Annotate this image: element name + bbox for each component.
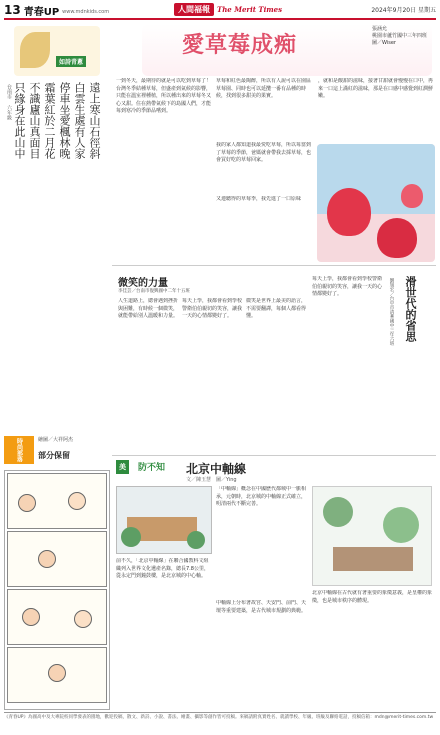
- poem-line: 不識廬山真面目: [28, 82, 41, 159]
- comic-strip: [4, 470, 110, 710]
- building-icon: [333, 547, 413, 571]
- poem-line: 霜葉紅於二月花: [43, 82, 56, 159]
- strawberry-illustration: [317, 144, 435, 262]
- tree-icon: [383, 507, 419, 543]
- feature-title: 北京中軸線: [186, 462, 247, 476]
- article-paragraph: 微笑是世界上最美的語言，不需要翻譯，每個人都看得懂。: [246, 298, 306, 319]
- poem-line: 停車坐愛楓林晚: [58, 82, 71, 159]
- article-title: 微笑的力量: [118, 278, 168, 289]
- comic-title: 部分保留: [38, 451, 70, 460]
- article-paragraph: 每天上學，我都會看到學校警衛伯伯親切的笑容，讓我一天的心情都變好了。: [312, 276, 383, 297]
- feature-paragraph: 我的家人都知道我最愛吃草莓，所以每當到了草莓的季節，爸媽就會帶我去採草莓，也會買好吃的草莓回家。: [216, 142, 312, 163]
- section-title: 青春UP: [23, 6, 60, 18]
- feature-paragraph: 草莓和紅色最陶醉，所以有人說可以在園區草莓園、同時也可以延攬一番有品種的時候，找到很多甜美的果實。: [216, 78, 312, 99]
- illustration-painting: [116, 486, 212, 554]
- character-face-icon: [22, 608, 40, 626]
- masthead-logo: [174, 2, 282, 16]
- poem-text: [12, 82, 102, 412]
- column-tag: 美: [116, 460, 129, 474]
- feature-paragraph: 又連聽得的草莓季，我先進了一口原味: [216, 196, 302, 202]
- feature-article: [112, 22, 436, 262]
- logo-chinese: 人間福報: [174, 3, 214, 16]
- tree-icon: [121, 527, 141, 547]
- page-header: [4, 2, 436, 18]
- illustration-sketch: [312, 486, 432, 586]
- poem-badge: 如詩青蔥: [56, 56, 86, 67]
- feature-credit: 文／陳玉慧 圖／Ying: [186, 477, 237, 483]
- site-url[interactable]: www.mdnkids.com: [62, 8, 110, 15]
- feature-title-box: [182, 28, 297, 59]
- tree-icon: [187, 531, 205, 549]
- feature-paragraph: 一到冬天，最期待的就是可以吃到草莓了！台灣冬季結種草莓，但盛產到氣候的影響，只能在溫室裡種植，所以種出來的草莓冬又心又甜。住在熱帶氣候下的島國人們，才能每到寒冷的季節品嚐到。: [116, 78, 212, 114]
- poem-column: [4, 22, 110, 432]
- article-paragraph: 每天上學，我都會看到學校警衛伯伯親切的笑容，讓我一天的心情都變好了。: [182, 298, 242, 319]
- leaf-icon: [20, 32, 50, 68]
- feature-paragraph: 中軸線上分布著故宮、天安門、前門、天壇等重要建築，是古代城市規劃的典範。: [216, 600, 307, 614]
- article-author: 李佳芸／台南市復興國中二年十五班: [118, 289, 190, 294]
- bottom-feature: [112, 455, 436, 710]
- header-rule: [4, 18, 436, 20]
- page-number: 13: [4, 3, 21, 17]
- column-name: 防不知: [138, 463, 166, 473]
- feature-paragraph: 「中軸線」概念在中國歷代都城中一脈相承，元朝時，北京城的中軸線正式確立，明清兩代不斷完善。: [216, 486, 307, 507]
- middle-articles: [112, 265, 436, 453]
- feature-paragraph: ，就和是酸甜的滋味，接著甘甜就會慢慢在口中，再來一口這上滿紅的滋味，那是在口感中感覺到紅潤鮮嫩。: [318, 78, 434, 99]
- poem-line: 遠上寒山石徑斜: [88, 82, 101, 159]
- feature-byline: [372, 26, 427, 47]
- logo-english: The Merit Times: [217, 4, 283, 14]
- character-face-icon: [38, 550, 56, 568]
- page-footer: 《青春UP》為國高中及大專院校同學發表的園地，歡迎投稿，散文、新詩、小說、書法、繪畫、攝影等創作皆可投稿。來稿請附真實姓名、就讀學校、年級、班級及聯絡電話，投稿信箱：mdn@merit-times.com.tw: [4, 712, 436, 734]
- strawberry-icon: [377, 218, 417, 258]
- poem-author: 台南市 六年級: [6, 84, 12, 120]
- character-face-icon: [18, 494, 36, 512]
- comic-header: [4, 432, 110, 468]
- author-school: 桃園市蘆竹國中三年四班: [372, 33, 428, 39]
- poem-line: 白雲生處有人家: [73, 82, 86, 159]
- poem-illustration: [14, 26, 100, 76]
- comic-credit: 繪圖／大祥阿杰: [38, 437, 74, 443]
- strawberry-icon: [327, 188, 371, 236]
- feature-title: 愛草莓成痴: [182, 33, 298, 58]
- comic-badge: 時尚部落: [4, 436, 34, 464]
- article-paragraph: 人生道路上，總會遇到挫折與困難，有時候一個微笑，就能帶給別人溫暖和力量。: [118, 298, 178, 319]
- comic-panel: [7, 647, 107, 703]
- comic-panel: [7, 473, 107, 529]
- character-face-icon: [48, 664, 66, 682]
- feature-paragraph: 前不久，「北京中軸線」在聯合國教科文組織列入世界文化遺產名錄，總長7.8公里，從永定門到鐘鼓樓，是北京城的中心軸。: [116, 558, 209, 579]
- character-face-icon: [74, 610, 92, 628]
- comic-panel: [7, 589, 107, 645]
- issue-date: 2024年9月20日 星期五: [371, 7, 436, 14]
- character-face-icon: [68, 492, 86, 510]
- tree-icon: [323, 497, 353, 527]
- illustrator-credit: 圖／Wiser: [372, 40, 396, 46]
- vertical-article-title: 滑世代的省思: [404, 276, 417, 342]
- poem-line: 只緣身在此山中: [13, 82, 26, 159]
- strawberry-icon: [401, 184, 423, 208]
- feature-paragraph: 北京中軸線在古代就有著重要的象徵意義，是皇權的象徵，也是城市秩序的體現。: [312, 590, 432, 604]
- author-name: 張涵允: [372, 26, 388, 32]
- vertical-article-author: 劉旭宏／台中市清華國中三年六班: [389, 278, 394, 346]
- comic-panel: [7, 531, 107, 587]
